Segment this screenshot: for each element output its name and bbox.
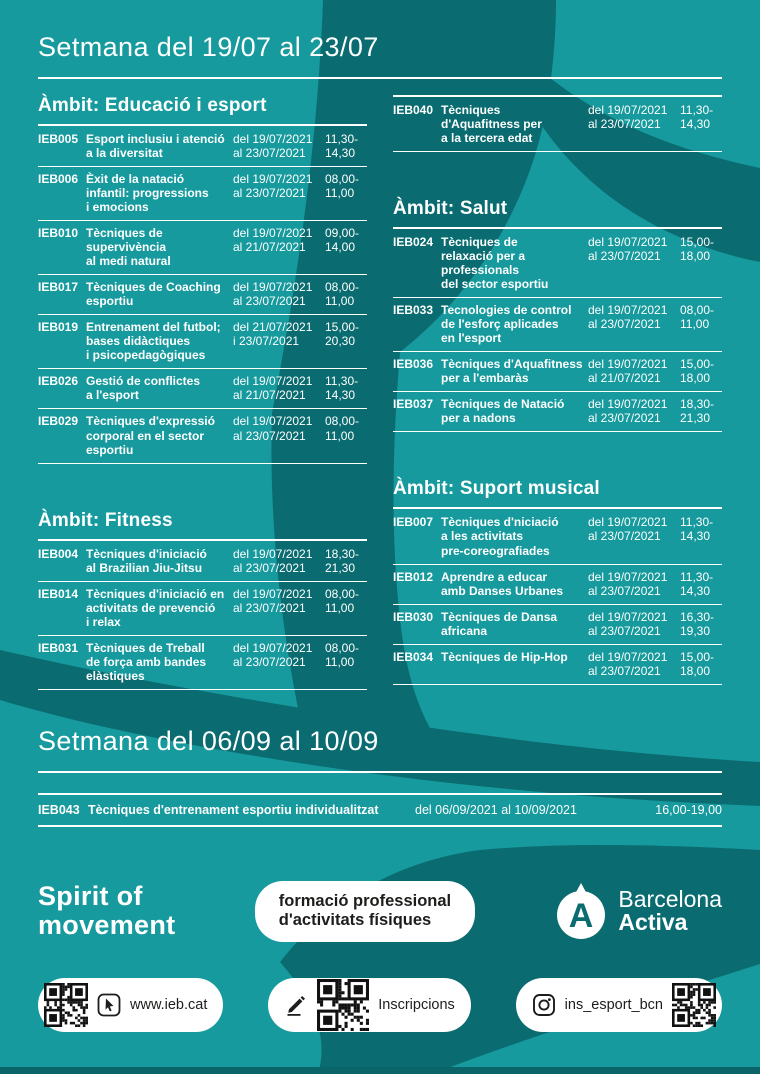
brand-name [618,885,722,936]
ambit-heading-salut: Àmbit: Salut [393,198,508,220]
course-row-IEB029 [38,409,367,462]
course-dates: del 19/07/2021 al 23/07/2021 [588,397,668,426]
course-times: 11,30- 14,30 [680,103,714,132]
course-dates: del 19/07/2021 al 23/07/2021 [588,569,668,598]
instagram-label: ins_esport_bcn [564,996,663,1013]
course-times: 16,00-19,00 [655,802,722,817]
barcelona-activa-brand [554,882,722,940]
ambit-heading-fitness: Àmbit: Fitness [38,509,173,531]
course-title: Tècniques d'iniciació al Brazilian Jiu-Jitsu [86,546,207,575]
course-row-IEB014 [38,582,367,635]
badge-line: d'activitats físiques [278,911,432,930]
course-code: IEB037 [393,397,434,412]
divider [393,431,722,432]
course-row-IEB043 [38,795,722,825]
course-times: 15,00- 20,30 [325,320,360,349]
section-fitness [38,510,367,690]
course-code: IEB024 [393,235,434,250]
course-code: IEB030 [393,609,434,624]
course-row-IEB036 [393,352,722,391]
course-code: IEB043 [38,802,80,817]
course-dates: del 19/07/2021 al 23/07/2021 [588,649,668,678]
qr-code [44,983,88,1027]
course-dates: del 19/07/2021 al 21/07/2021 [233,226,313,255]
course-times: 11,30- 14,30 [325,374,359,403]
week2-title: Setmana del 06/09 al 10/09 [38,725,379,756]
slogan-line: movement [38,910,176,941]
divider [38,463,367,464]
course-dates: del 19/07/2021 al 23/07/2021 [588,609,668,638]
course-title: Tècniques de Coaching esportiu [86,280,221,309]
section-salut [393,198,722,432]
course-times: 11,30- 14,30 [680,569,714,598]
course-dates: del 19/07/2021 al 23/07/2021 [233,280,313,309]
course-row-IEB033 [393,298,722,351]
course-dates: del 19/07/2021 al 21/07/2021 [233,374,313,403]
course-title: Tècniques d'expressió corporal en el sector esportiu [86,414,215,457]
course-row-IEB007 [393,510,722,563]
divider [393,684,722,685]
course-row-IEB031 [38,636,367,689]
course-title: Tècniques d'entrenament esportiu individualitzat [88,802,379,817]
course-row-IEB040 [393,98,722,151]
brand-line: Barcelona [618,885,722,912]
course-row-IEB030 [393,605,722,644]
course-title: Tècniques d'iniciació en activitats de prevenció i relax [86,586,225,629]
course-code: IEB007 [393,515,434,530]
course-dates: del 19/07/2021 al 23/07/2021 [588,235,668,264]
course-code: IEB012 [393,569,434,584]
course-dates: del 06/09/2021 al 10/09/2021 [415,802,577,817]
course-dates: del 19/07/2021 al 23/07/2021 [588,103,668,132]
qr-code [317,979,369,1031]
column-left [38,95,367,690]
course-times: 18,30- 21,30 [680,397,715,426]
pencil-icon [284,993,308,1017]
course-row-IEB005 [38,127,367,166]
course-row-IEB017 [38,275,367,314]
course-times: 08,00- 11,00 [325,414,360,443]
week1-title: Setmana del 19/07 al 23/07 [38,32,379,62]
course-times: 08,00- 11,00 [325,640,360,669]
divider [38,124,367,126]
course-times: 15,00- 18,00 [680,235,715,264]
course-code: IEB036 [393,357,434,372]
website-pill[interactable] [38,978,223,1032]
course-row-IEB006 [38,167,367,220]
course-dates: del 19/07/2021 al 21/07/2021 [588,357,668,386]
website-label: www.ieb.cat [130,996,208,1013]
course-dates: del 19/07/2021 al 23/07/2021 [588,303,668,332]
slogan-line: Spirit of [38,880,143,911]
course-code: IEB017 [38,280,79,295]
course-code: IEB006 [38,172,79,187]
inscriptions-pill[interactable] [268,978,471,1032]
course-code: IEB014 [38,586,79,601]
course-title: Tècniques de Dansa africana [441,609,558,638]
course-code: IEB004 [38,546,79,561]
course-times: 08,00- 11,00 [325,172,360,201]
course-code: IEB005 [38,132,79,146]
link-bar [38,978,722,1032]
course-code: IEB026 [38,374,79,389]
section-suport-musical [393,478,722,684]
ambit-heading-suport-musical: Àmbit: Suport musical [393,478,600,500]
section-aquafitness [393,95,722,152]
course-title: Gestió de conflictes a l'esport [86,374,201,403]
course-code: IEB031 [38,640,79,655]
divider [393,151,722,152]
course-row-IEB019 [38,315,367,368]
course-title: Tècniques de Treball de força amb bandes elàstiques [86,640,207,683]
course-dates: del 19/07/2021 al 23/07/2021 [588,515,668,544]
bottom-edge-bar [0,1067,760,1074]
course-title: Tècniques d'Aquafitness per a la tercera edat [441,103,542,146]
course-dates: del 19/07/2021 al 23/07/2021 [233,546,313,575]
course-dates: del 19/07/2021 al 23/07/2021 [233,132,313,161]
course-times: 18,30- 21,30 [325,546,360,575]
inscriptions-label: Inscripcions [378,996,455,1013]
course-times: 16,30- 19,30 [680,609,715,638]
instagram-pill[interactable] [516,978,722,1032]
badge-line: formació professional [278,891,452,910]
instagram-icon [532,993,556,1017]
ambit-heading-educacio-esport: Àmbit: Educació i esport [38,95,267,116]
program-badge [255,881,475,942]
svg-text:A: A [569,897,594,936]
column-right [393,95,722,690]
course-title: Tècniques de supervivència al medi natural [86,226,171,269]
divider [393,507,722,509]
course-row-IEB034 [393,645,722,684]
course-row-IEB026 [38,369,367,408]
course-row-IEB037 [393,392,722,431]
course-times: 09,00- 14,00 [325,226,360,255]
divider [38,689,367,690]
section-educacio-esport [38,95,367,464]
course-code: IEB010 [38,226,79,241]
slogan [38,882,175,941]
course-times: 11,30- 14,30 [680,515,714,544]
course-dates: del 19/07/2021 al 23/07/2021 [233,586,313,615]
course-title: Tècniques de Natació per a nadons [441,397,565,426]
course-title: Tècniques d'niciació a les activitats pre-coreografiades [441,515,559,558]
course-code: IEB033 [393,303,434,318]
course-title: Èxit de la natació infantil: progressions i emocions [86,172,209,215]
footer [38,881,722,942]
divider [393,227,722,229]
spacer [38,773,722,793]
course-code: IEB029 [38,414,79,429]
brand-line: Activa [618,909,688,936]
course-dates: del 19/07/2021 al 23/07/2021 [233,172,313,201]
course-times: 08,00- 11,00 [325,586,360,615]
course-code: IEB040 [393,103,434,117]
course-title: Aprendre a educar amb Danses Urbanes [441,569,564,598]
course-title: Tècniques de Hip-Hop [441,649,568,664]
course-row-IEB004 [38,542,367,581]
course-row-IEB012 [393,565,722,604]
course-title: Entrenament del futbol; bases didàctiques i psicopedagògiques [86,320,221,363]
course-columns [38,95,722,690]
course-dates: del 21/07/2021 i 23/07/2021 [233,320,313,349]
divider [38,825,722,827]
course-times: 11,30- 14,30 [325,132,359,161]
course-times: 15,00- 18,00 [680,357,715,386]
qr-code [672,983,716,1027]
course-code: IEB019 [38,320,79,335]
course-title: Tècniques de relaxació per a professionals del sector esportiu [441,235,549,292]
course-times: 08,00- 11,00 [680,303,715,332]
course-dates: del 19/07/2021 al 23/07/2021 [233,640,313,669]
course-row-IEB024 [393,230,722,297]
course-row-IEB010 [38,221,367,274]
divider [38,539,367,541]
course-title: Tecnologies de control de l'esforç aplicades en l'esport [441,303,572,346]
course-code: IEB034 [393,649,434,664]
divider [38,77,722,79]
course-title: Tècniques d'Aquafitness per a l'embaràs [441,357,583,386]
divider [393,95,722,97]
course-title: Esport inclusiu i atenció a la diversitat [86,132,225,161]
course-dates: del 19/07/2021 al 23/07/2021 [233,414,313,443]
barcelona-activa-logo [554,882,608,940]
click-icon [97,993,121,1017]
course-times: 08,00- 11,00 [325,280,360,309]
course-times: 15,00- 18,00 [680,649,715,678]
